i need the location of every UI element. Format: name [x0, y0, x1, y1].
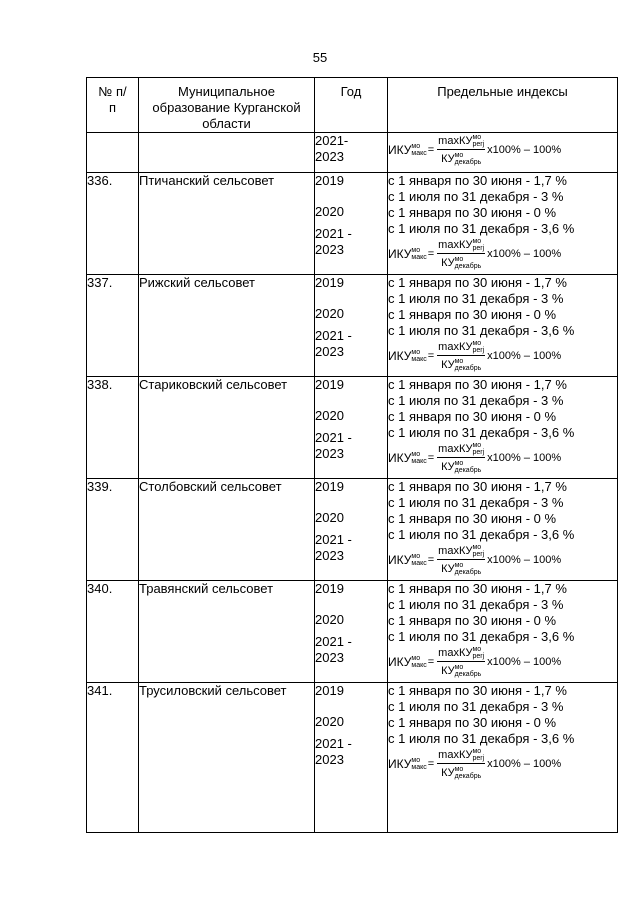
period-2020-h2: с 1 июля по 31 декабря - 3,6 % [388, 425, 575, 440]
period-2019-h1: с 1 января по 30 июня - 1,7 % [388, 581, 567, 596]
formula-tail: х100% – 100% [487, 757, 562, 770]
year-2023: 2023 [315, 446, 344, 461]
year-2021: 2021 - [315, 430, 352, 445]
formula-lhs: ИКУ [388, 450, 412, 465]
table-row [87, 581, 618, 683]
years-cell [315, 377, 388, 479]
row-number: 338. [87, 377, 139, 479]
table-row [87, 377, 618, 479]
period-2019-h1: с 1 января по 30 июня - 1,7 % [388, 173, 567, 188]
year-2023: 2023 [315, 650, 344, 665]
index-formula: ИКУ мо макс = maxКУ мо perj КУ мо декабрь х100% – 100% [388, 442, 562, 474]
header-num: № п/п [87, 78, 139, 133]
formula-lhs: ИКУ [388, 756, 412, 771]
period-2019-h2: с 1 июля по 31 декабря - 3 % [388, 495, 564, 510]
index-formula: ИКУ мо макс = maxКУ мо perj КУ мо декабрь х100% – 100% [388, 238, 562, 270]
formula-equals: = [427, 451, 435, 464]
formula-lhs: ИКУ [388, 552, 412, 567]
indices-cell [388, 581, 618, 683]
formula-fraction: maxКУ мо perj КУ мо декабрь [438, 544, 485, 576]
period-2020-h2: с 1 июля по 31 декабря - 3,6 % [388, 323, 575, 338]
year-2023: 2023 [315, 242, 344, 257]
period-2019-h2: с 1 июля по 31 декабря - 3 % [388, 699, 564, 714]
formula-tail: х100% – 100% [487, 553, 562, 566]
formula-tail: х100% – 100% [487, 655, 562, 668]
year-2021: 2021 - [315, 736, 352, 751]
year-2020: 2020 [315, 612, 344, 627]
table-row [87, 275, 618, 377]
formula-fraction: maxКУ мо perj КУ мо декабрь [438, 238, 485, 270]
header-municipality: Муниципальное образование Курганской области [139, 78, 315, 133]
formula-lhs: ИКУ [388, 654, 412, 669]
page-number: 55 [312, 50, 328, 65]
year-2021: 2021 - [315, 634, 352, 649]
formula-fraction: maxКУ мо perj КУ мо декабрь [438, 340, 485, 372]
index-formula: ИКУ мо макс = maxКУ мо perj КУ мо декабрь х100% – 100% [388, 748, 562, 780]
formula-tail: х100% – 100% [487, 247, 562, 260]
formula-fraction: maxКУ мо perj КУ мо декабрь [438, 748, 485, 780]
period-2020-h1: с 1 января по 30 июня - 0 % [388, 307, 557, 322]
row-number: 341. [87, 683, 139, 833]
formula-fraction: maxКУ мо perj КУ мо декабрь [438, 134, 485, 166]
period-2020-h1: с 1 января по 30 июня - 0 % [388, 205, 557, 220]
formula-equals: = [427, 247, 435, 260]
year-2020: 2020 [315, 510, 344, 525]
indices-cell [388, 479, 618, 581]
year-2023: 2023 [315, 752, 344, 767]
year-2019: 2019 [315, 581, 344, 596]
year-2021: 2021 - [315, 328, 352, 343]
continuation-row [87, 133, 618, 173]
year-2023: 2023 [315, 548, 344, 563]
period-2020-h2: с 1 июля по 31 декабря - 3,6 % [388, 731, 575, 746]
years-cell [315, 581, 388, 683]
period-2020-h2: с 1 июля по 31 декабря - 3,6 % [388, 629, 575, 644]
formula-fraction: maxКУ мо perj КУ мо декабрь [438, 646, 485, 678]
formula-tail: х100% – 100% [487, 349, 562, 362]
table-row [87, 173, 618, 275]
year-2019: 2019 [315, 479, 344, 494]
continuation-formula-cell [388, 133, 618, 173]
row-number: 336. [87, 173, 139, 275]
period-2019-h1: с 1 января по 30 июня - 1,7 % [388, 479, 567, 494]
table-header-row [87, 78, 618, 133]
period-2020-h1: с 1 января по 30 июня - 0 % [388, 613, 557, 628]
formula-lhs: ИКУ [388, 246, 412, 261]
period-2020-h2: с 1 июля по 31 декабря - 3,6 % [388, 221, 575, 236]
year-2021: 2021 - [315, 532, 352, 547]
formula-equals: = [427, 553, 435, 566]
year-2021: 2021 - [315, 226, 352, 241]
indices-cell [388, 683, 618, 833]
years-cell [315, 275, 388, 377]
year-2023: 2023 [315, 344, 344, 359]
period-2020-h1: с 1 января по 30 июня - 0 % [388, 409, 557, 424]
municipality-name: Травянский сельсовет [139, 581, 315, 683]
municipality-name: Стариковский сельсовет [139, 377, 315, 479]
index-formula: ИКУ мо макс = maxКУ мо perj КУ мо декабрь х100% – 100% [388, 134, 562, 166]
period-2019-h2: с 1 июля по 31 декабря - 3 % [388, 393, 564, 408]
year-2020: 2020 [315, 204, 344, 219]
period-2020-h2: с 1 июля по 31 декабря - 3,6 % [388, 527, 575, 542]
period-2019-h1: с 1 января по 30 июня - 1,7 % [388, 377, 567, 392]
year-2019: 2019 [315, 683, 344, 698]
continuation-year: 2021-2023 [315, 133, 388, 173]
indices-cell [388, 275, 618, 377]
years-cell [315, 683, 388, 833]
formula-fraction: maxКУ мо perj КУ мо декабрь [438, 442, 485, 474]
formula-tail: х100% – 100% [487, 143, 562, 156]
table-row [87, 683, 618, 833]
header-year: Год [315, 78, 388, 133]
table-row [87, 479, 618, 581]
year-2019: 2019 [315, 377, 344, 392]
year-2020: 2020 [315, 306, 344, 321]
formula-equals: = [427, 757, 435, 770]
years-cell [315, 173, 388, 275]
index-formula: ИКУ мо макс = maxКУ мо perj КУ мо декабрь х100% – 100% [388, 340, 562, 372]
indices-cell [388, 173, 618, 275]
period-2020-h1: с 1 января по 30 июня - 0 % [388, 715, 557, 730]
municipality-name: Столбовский сельсовет [139, 479, 315, 581]
municipality-name: Птичанский сельсовет [139, 173, 315, 275]
formula-tail: х100% – 100% [487, 451, 562, 464]
indices-cell [388, 377, 618, 479]
municipality-name: Рижский сельсовет [139, 275, 315, 377]
year-2019: 2019 [315, 173, 344, 188]
period-2019-h1: с 1 января по 30 июня - 1,7 % [388, 683, 567, 698]
index-formula: ИКУ мо макс = maxКУ мо perj КУ мо декабрь х100% – 100% [388, 646, 562, 678]
year-2019: 2019 [315, 275, 344, 290]
row-number: 339. [87, 479, 139, 581]
year-2020: 2020 [315, 714, 344, 729]
period-2019-h2: с 1 июля по 31 декабря - 3 % [388, 291, 564, 306]
formula-equals: = [427, 349, 435, 362]
formula-equals: = [427, 655, 435, 668]
row-number: 337. [87, 275, 139, 377]
period-2019-h2: с 1 июля по 31 декабря - 3 % [388, 597, 564, 612]
period-2019-h2: с 1 июля по 31 декабря - 3 % [388, 189, 564, 204]
row-number: 340. [87, 581, 139, 683]
year-2020: 2020 [315, 408, 344, 423]
period-2020-h1: с 1 января по 30 июня - 0 % [388, 511, 557, 526]
formula-lhs: ИКУ [388, 142, 412, 157]
years-cell [315, 479, 388, 581]
formula-equals: = [427, 143, 435, 156]
header-indices: Предельные индексы [388, 78, 618, 133]
index-formula: ИКУ мо макс = maxКУ мо perj КУ мо декабрь х100% – 100% [388, 544, 562, 576]
municipality-name: Трусиловский сельсовет [139, 683, 315, 833]
period-2019-h1: с 1 января по 30 июня - 1,7 % [388, 275, 567, 290]
indices-table [86, 77, 618, 833]
formula-lhs: ИКУ [388, 348, 412, 363]
